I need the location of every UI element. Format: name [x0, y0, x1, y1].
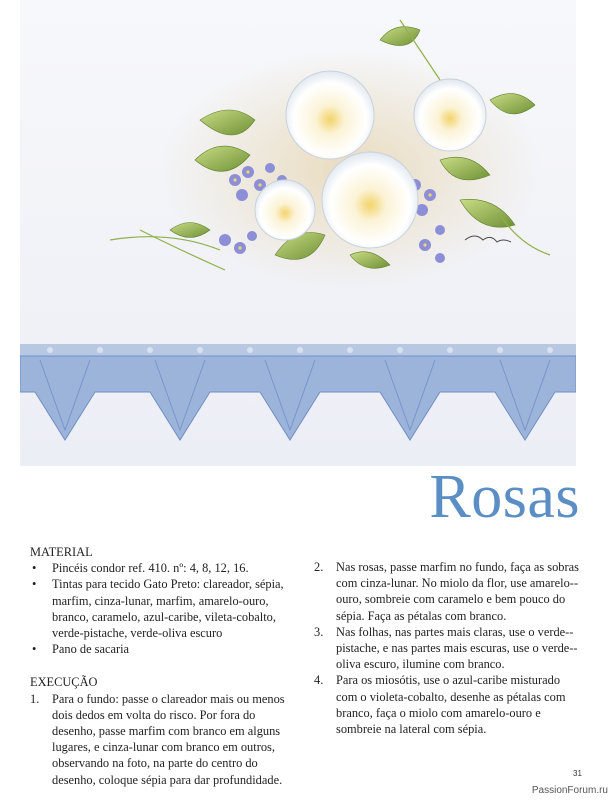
- step-number: 4.: [314, 673, 324, 688]
- step-item: [314, 624, 584, 673]
- step-number: 1.: [30, 691, 40, 706]
- step-item: [314, 559, 584, 624]
- step-text: Para os miosótis, use o azul-caribe misturado com o violeta-cobalto, desenhe as pétalas com branco, faça o miolo com amarelo-ouro e sombreie na lateral com sépia.: [336, 673, 566, 737]
- painting-photo: [20, 0, 576, 466]
- rose-painting-illustration: [20, 0, 576, 466]
- steps-list-left: [30, 691, 292, 788]
- left-column: [30, 544, 292, 788]
- crochet-lace-border: [20, 344, 576, 440]
- material-item: • Tintas para tecido Gato Preto: clareador, sépia, marfim, cinza-lunar, marfim, amarelo-ouro, branco, caramelo, azul-caribe, vileta-cobalto, verde-pistache, verde-oliva escuro: [30, 576, 292, 641]
- step-text: Para o fundo: passe o clareador mais ou menos dois dedos em volta do risco. Por fora do desenho, passe marfim com branco em alguns lugares, e cinza-lunar com branco em outros, observando na foto, na parte do centro do desenho, coloque sépia para dar profundidade.: [52, 691, 285, 787]
- watermark: PassionForum.ru: [531, 785, 608, 796]
- material-list: [30, 560, 292, 657]
- material-item: • Pano de sacaria: [30, 641, 292, 657]
- steps-list-right: [314, 559, 584, 737]
- step-text: Nas rosas, passe marfim no fundo, faça as sobras com cinza-lunar. No miolo da flor, use amarelo--ouro, sombreie com caramelo e bem pouco do sépia. Faça as pétalas com branco.: [336, 560, 579, 623]
- material-item: • Pincéis condor ref. 410. nº: 4, 8, 12, 16.: [30, 560, 292, 576]
- page-title: Rosas: [429, 463, 580, 531]
- page-number: 31: [573, 769, 582, 778]
- step-item: [30, 691, 292, 788]
- step-item: [314, 672, 584, 737]
- step-number: 2.: [314, 560, 324, 574]
- right-column: [314, 559, 584, 737]
- execucao-heading: EXECUÇÃO: [30, 675, 98, 690]
- material-heading: MATERIAL: [30, 545, 93, 559]
- step-number: 3.: [314, 624, 324, 639]
- step-text: Nas folhas, nas partes mais claras, use o verde--pistache, e nas partes mais escuras, use o verde--oliva escuro, ilumine com branco.: [336, 624, 578, 672]
